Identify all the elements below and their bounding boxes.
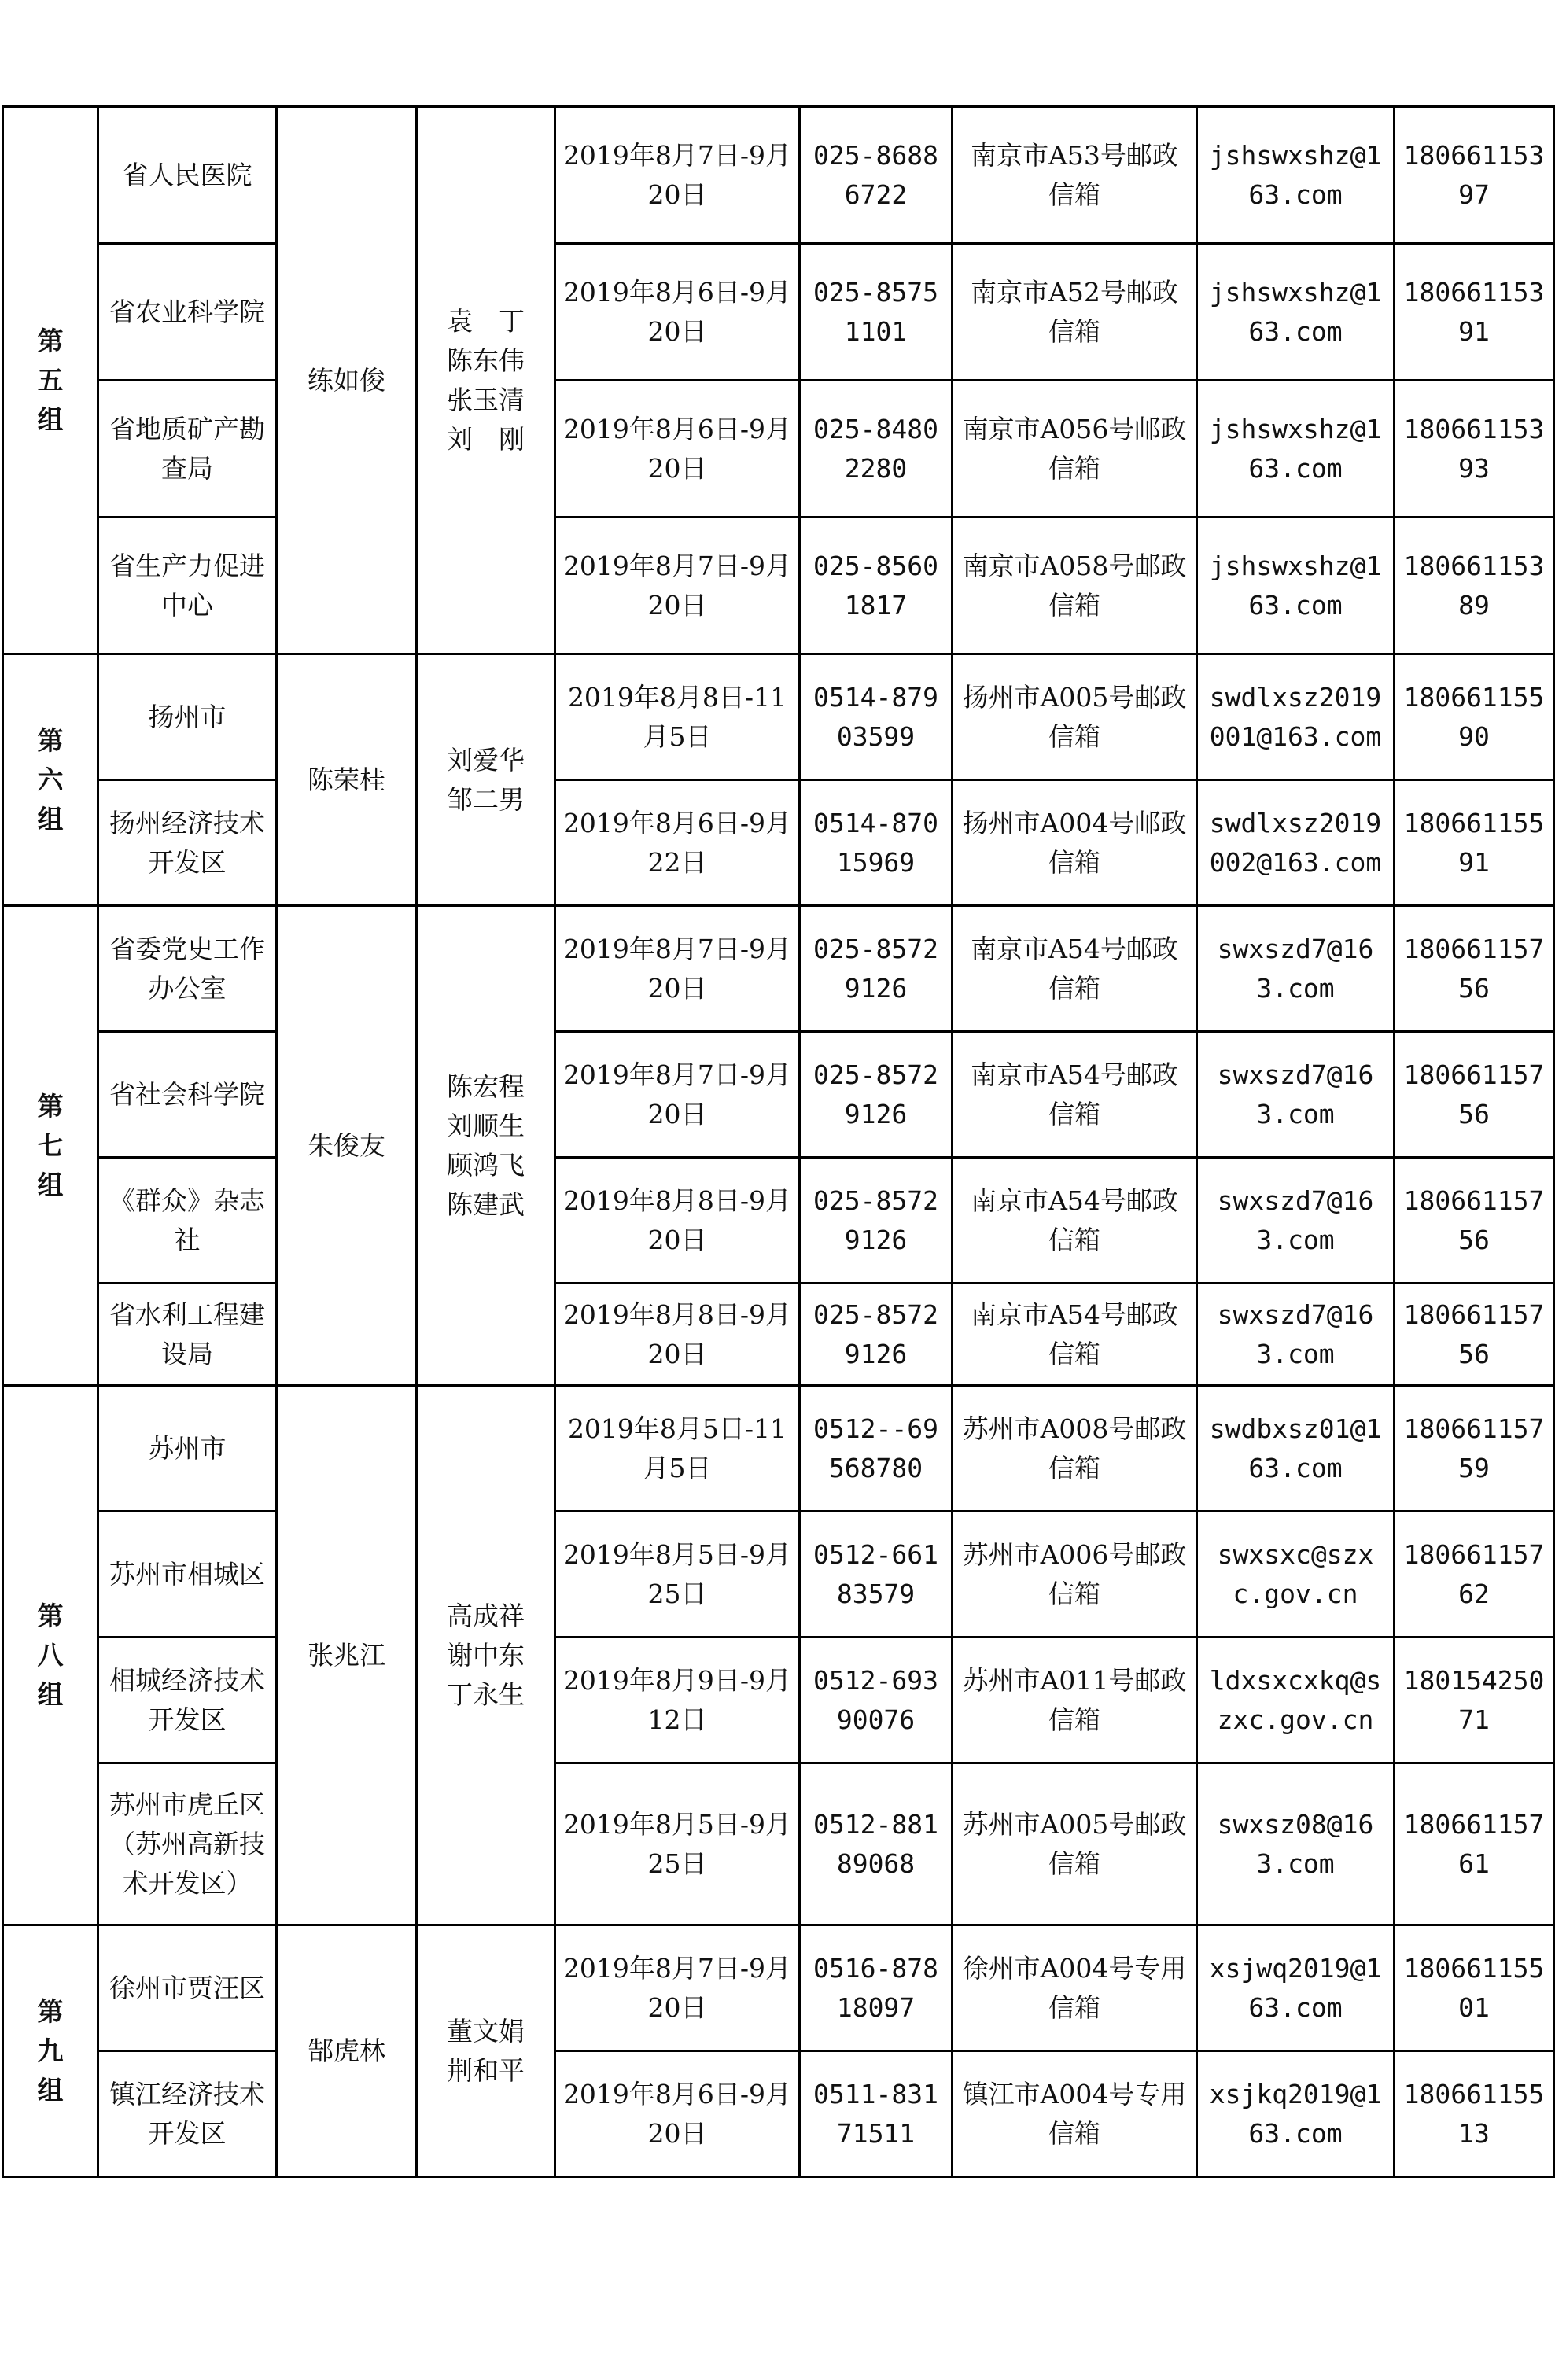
phone-cell: 025-85729126 bbox=[800, 906, 953, 1032]
phone-cell: 0512-88189068 bbox=[800, 1763, 953, 1925]
phone-cell: 025-85729126 bbox=[800, 1032, 953, 1158]
mailbox-cell: 扬州市A004号邮政信箱 bbox=[953, 780, 1197, 906]
unit-cell: 相城经济技术开发区 bbox=[98, 1638, 277, 1763]
group-name-char: 七 bbox=[37, 1129, 64, 1161]
date-cell: 2019年8月5日-9月25日 bbox=[555, 1763, 800, 1925]
member-name: 董文娟 bbox=[447, 2015, 525, 2047]
date-cell: 2019年8月8日-9月20日 bbox=[555, 1158, 800, 1284]
mobile-cell: 18066115756 bbox=[1395, 1158, 1554, 1284]
email-cell: swdbxsz01@163.com bbox=[1197, 1386, 1395, 1512]
members-cell bbox=[417, 654, 555, 906]
date-cell: 2019年8月6日-9月20日 bbox=[555, 2051, 800, 2177]
phone-cell: 0512-69390076 bbox=[800, 1638, 953, 1763]
group-name-char: 九 bbox=[37, 2035, 64, 2066]
member-name: 邹二男 bbox=[447, 783, 525, 815]
mailbox-cell: 南京市A54号邮政信箱 bbox=[953, 1158, 1197, 1284]
phone-cell: 025-86886722 bbox=[800, 107, 953, 244]
date-cell: 2019年8月8日-11月5日 bbox=[555, 654, 800, 780]
date-cell: 2019年8月7日-9月20日 bbox=[555, 1032, 800, 1158]
table-row bbox=[3, 906, 1554, 1032]
table-row bbox=[3, 1032, 1554, 1158]
unit-cell: 徐州市贾汪区 bbox=[98, 1925, 277, 2051]
leader-cell: 陈荣桂 bbox=[277, 654, 417, 906]
mobile-cell: 18066115391 bbox=[1395, 244, 1554, 381]
group-name-char: 第 bbox=[37, 724, 64, 756]
mobile-cell: 18066115762 bbox=[1395, 1512, 1554, 1638]
phone-cell: 0514-87015969 bbox=[800, 780, 953, 906]
unit-cell: 镇江经济技术开发区 bbox=[98, 2051, 277, 2177]
group-name-char: 五 bbox=[37, 364, 64, 396]
phone-cell: 025-85751101 bbox=[800, 244, 953, 381]
email-cell: swxszd7@163.com bbox=[1197, 906, 1395, 1032]
date-cell: 2019年8月5日-11月5日 bbox=[555, 1386, 800, 1512]
unit-cell: 苏州市相城区 bbox=[98, 1512, 277, 1638]
leader-cell: 张兆江 bbox=[277, 1386, 417, 1925]
group-name-char: 组 bbox=[37, 403, 64, 435]
date-cell: 2019年8月8日-9月20日 bbox=[555, 1284, 800, 1386]
unit-cell: 扬州经济技术开发区 bbox=[98, 780, 277, 906]
member-name: 荆和平 bbox=[447, 2054, 525, 2086]
email-cell: swdlxsz2019002@163.com bbox=[1197, 780, 1395, 906]
table-row bbox=[3, 1925, 1554, 2051]
table-row bbox=[3, 107, 1554, 244]
phone-cell: 025-85729126 bbox=[800, 1158, 953, 1284]
phone-cell: 0511-83171511 bbox=[800, 2051, 953, 2177]
member-name: 陈东伟 bbox=[447, 344, 525, 376]
phone-cell: 0512--69568780 bbox=[800, 1386, 953, 1512]
email-cell: swxszd7@163.com bbox=[1197, 1032, 1395, 1158]
email-cell: swxsz08@163.com bbox=[1197, 1763, 1395, 1925]
mobile-cell: 18066115590 bbox=[1395, 654, 1554, 780]
mobile-cell: 18066115756 bbox=[1395, 906, 1554, 1032]
mobile-cell: 18066115756 bbox=[1395, 1284, 1554, 1386]
unit-cell: 苏州市虎丘区（苏州高新技术开发区） bbox=[98, 1763, 277, 1925]
mailbox-cell: 扬州市A005号邮政信箱 bbox=[953, 654, 1197, 780]
unit-cell: 省人民医院 bbox=[98, 107, 277, 244]
leader-cell: 朱俊友 bbox=[277, 906, 417, 1386]
group-name-cell bbox=[3, 107, 98, 654]
unit-cell: 省水利工程建设局 bbox=[98, 1284, 277, 1386]
date-cell: 2019年8月5日-9月25日 bbox=[555, 1512, 800, 1638]
unit-cell: 省地质矿产勘查局 bbox=[98, 381, 277, 518]
leader-cell: 练如俊 bbox=[277, 107, 417, 654]
email-cell: swxszd7@163.com bbox=[1197, 1284, 1395, 1386]
date-cell: 2019年8月6日-9月22日 bbox=[555, 780, 800, 906]
table-row bbox=[3, 1284, 1554, 1386]
group-name-char: 八 bbox=[37, 1639, 64, 1671]
member-name: 顾鸿飞 bbox=[447, 1149, 525, 1181]
date-cell: 2019年8月7日-9月20日 bbox=[555, 1925, 800, 2051]
group-name-char: 组 bbox=[37, 803, 64, 834]
mobile-cell: 18066115761 bbox=[1395, 1763, 1554, 1925]
email-cell: jshswxshz@163.com bbox=[1197, 107, 1395, 244]
inspection-contact-table bbox=[2, 105, 1555, 2178]
phone-cell: 0512-66183579 bbox=[800, 1512, 953, 1638]
group-name-char: 第 bbox=[37, 1090, 64, 1122]
date-cell: 2019年8月7日-9月20日 bbox=[555, 906, 800, 1032]
mailbox-cell: 南京市A058号邮政信箱 bbox=[953, 518, 1197, 654]
table-body bbox=[3, 107, 1554, 2177]
table-row bbox=[3, 381, 1554, 518]
table-row bbox=[3, 1638, 1554, 1763]
date-cell: 2019年8月6日-9月20日 bbox=[555, 381, 800, 518]
group-name-cell bbox=[3, 1386, 98, 1925]
unit-cell: 省农业科学院 bbox=[98, 244, 277, 381]
email-cell: jshswxshz@163.com bbox=[1197, 381, 1395, 518]
members-cell bbox=[417, 107, 555, 654]
mailbox-cell: 镇江市A004号专用信箱 bbox=[953, 2051, 1197, 2177]
table-row bbox=[3, 518, 1554, 654]
member-name: 高成祥 bbox=[447, 1600, 525, 1631]
email-cell: xsjwq2019@163.com bbox=[1197, 1925, 1395, 2051]
table-row bbox=[3, 1512, 1554, 1638]
unit-cell: 《群众》杂志社 bbox=[98, 1158, 277, 1284]
mobile-cell: 18066115397 bbox=[1395, 107, 1554, 244]
group-name-char: 第 bbox=[37, 1995, 64, 2027]
group-name-cell bbox=[3, 1925, 98, 2177]
phone-cell: 0516-87818097 bbox=[800, 1925, 953, 2051]
phone-cell: 025-85601817 bbox=[800, 518, 953, 654]
group-name-char: 组 bbox=[37, 1678, 64, 1710]
members-cell bbox=[417, 1386, 555, 1925]
email-cell: swxsxc@szxc.gov.cn bbox=[1197, 1512, 1395, 1638]
email-cell: swxszd7@163.com bbox=[1197, 1158, 1395, 1284]
email-cell: jshswxshz@163.com bbox=[1197, 518, 1395, 654]
phone-cell: 025-84802280 bbox=[800, 381, 953, 518]
table-row bbox=[3, 1158, 1554, 1284]
unit-cell: 省委党史工作办公室 bbox=[98, 906, 277, 1032]
mailbox-cell: 苏州市A008号邮政信箱 bbox=[953, 1386, 1197, 1512]
table-row bbox=[3, 654, 1554, 780]
mobile-cell: 18066115591 bbox=[1395, 780, 1554, 906]
members-cell bbox=[417, 1925, 555, 2177]
date-cell: 2019年8月7日-9月20日 bbox=[555, 107, 800, 244]
mobile-cell: 18066115393 bbox=[1395, 381, 1554, 518]
email-cell: swdlxsz2019001@163.com bbox=[1197, 654, 1395, 780]
mailbox-cell: 南京市A52号邮政信箱 bbox=[953, 244, 1197, 381]
date-cell: 2019年8月9日-9月12日 bbox=[555, 1638, 800, 1763]
phone-cell: 0514-87903599 bbox=[800, 654, 953, 780]
group-name-char: 第 bbox=[37, 325, 64, 356]
table-row bbox=[3, 2051, 1554, 2177]
mobile-cell: 18066115389 bbox=[1395, 518, 1554, 654]
mailbox-cell: 苏州市A006号邮政信箱 bbox=[953, 1512, 1197, 1638]
member-name: 袁 丁 bbox=[447, 305, 525, 337]
mobile-cell: 18066115513 bbox=[1395, 2051, 1554, 2177]
date-cell: 2019年8月6日-9月20日 bbox=[555, 244, 800, 381]
table-row bbox=[3, 780, 1554, 906]
member-name: 陈宏程 bbox=[447, 1070, 525, 1102]
member-name: 陈建武 bbox=[447, 1188, 525, 1220]
mobile-cell: 18066115759 bbox=[1395, 1386, 1554, 1512]
member-name: 刘 刚 bbox=[447, 423, 525, 455]
mobile-cell: 18015425071 bbox=[1395, 1638, 1554, 1763]
group-name-char: 第 bbox=[37, 1600, 64, 1631]
date-cell: 2019年8月7日-9月20日 bbox=[555, 518, 800, 654]
mailbox-cell: 南京市A54号邮政信箱 bbox=[953, 1284, 1197, 1386]
unit-cell: 苏州市 bbox=[98, 1386, 277, 1512]
mobile-cell: 18066115501 bbox=[1395, 1925, 1554, 2051]
unit-cell: 扬州市 bbox=[98, 654, 277, 780]
phone-cell: 025-85729126 bbox=[800, 1284, 953, 1386]
mailbox-cell: 徐州市A004号专用信箱 bbox=[953, 1925, 1197, 2051]
unit-cell: 省生产力促进中心 bbox=[98, 518, 277, 654]
mailbox-cell: 南京市A53号邮政信箱 bbox=[953, 107, 1197, 244]
member-name: 谢中东 bbox=[447, 1639, 525, 1671]
table-row bbox=[3, 1763, 1554, 1925]
table-row bbox=[3, 244, 1554, 381]
mailbox-cell: 南京市A54号邮政信箱 bbox=[953, 906, 1197, 1032]
member-name: 刘爱华 bbox=[447, 744, 525, 776]
mobile-cell: 18066115756 bbox=[1395, 1032, 1554, 1158]
group-name-cell bbox=[3, 906, 98, 1386]
member-name: 张玉清 bbox=[447, 384, 525, 415]
mailbox-cell: 南京市A056号邮政信箱 bbox=[953, 381, 1197, 518]
leader-cell: 郜虎林 bbox=[277, 1925, 417, 2177]
group-name-char: 六 bbox=[37, 764, 64, 795]
group-name-cell bbox=[3, 654, 98, 906]
mailbox-cell: 南京市A54号邮政信箱 bbox=[953, 1032, 1197, 1158]
group-name-char: 组 bbox=[37, 1169, 64, 1200]
member-name: 丁永生 bbox=[447, 1678, 525, 1710]
unit-cell: 省社会科学院 bbox=[98, 1032, 277, 1158]
email-cell: ldxsxcxkq@szxc.gov.cn bbox=[1197, 1638, 1395, 1763]
table-row bbox=[3, 1386, 1554, 1512]
group-name-char: 组 bbox=[37, 2074, 64, 2106]
mailbox-cell: 苏州市A011号邮政信箱 bbox=[953, 1638, 1197, 1763]
mailbox-cell: 苏州市A005号邮政信箱 bbox=[953, 1763, 1197, 1925]
member-name: 刘顺生 bbox=[447, 1110, 525, 1141]
members-cell bbox=[417, 906, 555, 1386]
email-cell: jshswxshz@163.com bbox=[1197, 244, 1395, 381]
email-cell: xsjkq2019@163.com bbox=[1197, 2051, 1395, 2177]
